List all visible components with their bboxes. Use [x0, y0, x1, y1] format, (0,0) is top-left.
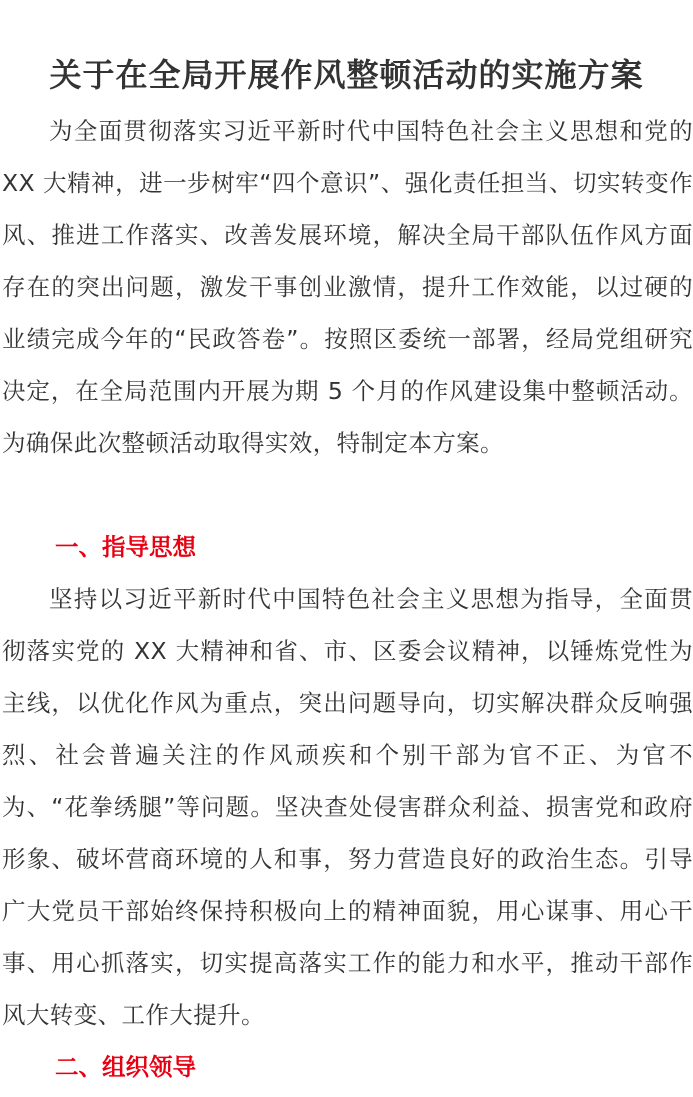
section-heading-guiding-ideology: 一、指导思想: [55, 533, 196, 561]
intro-paragraph: 为全面贯彻落实习近平新时代中国特色社会主义思想和党的 XX 大精神，进一步树牢“四个意识”、强化责任担当、切实转变作风、推进工作落实、改善发展环境，解决全局干部队伍作风方面存在的突出问题，激发干事创业激情，提升工作效能，以过硬的业绩完成今年的“民政答卷”。按照区委统一部署，经局党组研究决定，在全局范围内开展为期 5 个月的作风建设集中整顿活动。为确保此次整顿活动取得实效，特制定本方案。: [2, 117, 693, 457]
document-title: 关于在全局开展作风整顿活动的实施方案: [49, 56, 644, 95]
section-heading-organization-leadership: 二、组织领导: [55, 1053, 196, 1081]
guiding-ideology-paragraph: 坚持以习近平新时代中国特色社会主义思想为指导，全面贯彻落实党的 XX 大精神和省、市、区委会议精神，以锤炼党性为主线，以优化作风为重点，突出问题导向，切实解决群众反响强烈、社会普遍关注的作风顽疾和个别干部为官不正、为官不为、“花拳绣腿”等问题。坚决查处侵害群众利益、损害党和政府形象、破坏营商环境的人和事，努力营造良好的政治生态。引导广大党员干部始终保持积极向上的精神面貌，用心谋事、用心干事、用心抓落实，切实提高落实工作的能力和水平，推动干部作风大转变、工作大提升。: [2, 585, 693, 1029]
